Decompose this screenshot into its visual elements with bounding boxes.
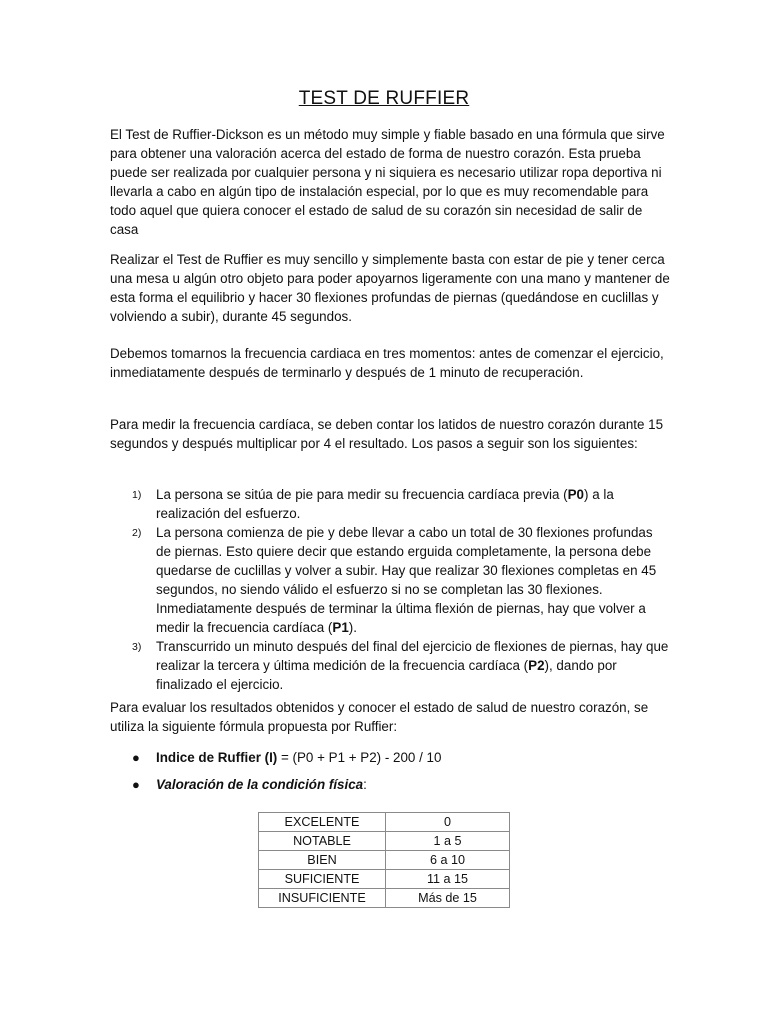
table-row <box>259 813 510 832</box>
evaluation-paragraph: Para evaluar los resultados obtenidos y conocer el estado de salud de nuestro corazón, se utiliza la siguiente fórmula propuesta por Ruffier: <box>110 700 649 734</box>
step-number: 1) <box>132 489 142 501</box>
step-text: ). <box>348 620 357 635</box>
step-item <box>110 637 670 694</box>
step-bold-value: P2 <box>528 658 545 673</box>
table-row <box>259 889 510 908</box>
step-item <box>110 485 670 523</box>
rating-value-cell: Más de 15 <box>386 889 510 908</box>
formula-expression: = (P0 + P1 + P2) - 200 / 10 <box>277 750 442 765</box>
table-row <box>259 870 510 889</box>
bullet-icon: ● <box>132 750 140 765</box>
measure-heart-rate-paragraph: Para medir la frecuencia cardíaca, se deben contar los latidos de nuestro corazón durante 15 segundos y después multiplicar por 4 el resultado. Los pasos a seguir son los siguientes: <box>110 417 664 451</box>
rating-label-cell: INSUFICIENTE <box>259 889 386 908</box>
bullet-icon: ● <box>132 777 140 792</box>
rating-value-cell: 1 a 5 <box>386 832 510 851</box>
step-number: 2) <box>132 527 142 539</box>
step-number: 3) <box>132 641 142 653</box>
valoracion-label: Valoración de la condición física <box>156 777 364 792</box>
heart-rate-moments-paragraph: Debemos tomarnos la frecuencia cardiaca en tres momentos: antes de comenzar el ejercicio, inmediatamente después de terminarlo y después de 1 minuto de recuperación. <box>110 346 664 380</box>
steps-list <box>110 485 670 694</box>
valoracion-colon: : <box>363 777 367 792</box>
rating-value-cell: 0 <box>386 813 510 832</box>
step-bold-value: P1 <box>332 620 349 635</box>
formula-label: Indice de Ruffier (I) <box>156 750 278 765</box>
rating-label-cell: NOTABLE <box>259 832 386 851</box>
fitness-rating-table <box>258 812 510 908</box>
procedure-paragraph: Realizar el Test de Ruffier es muy sencillo y simplemente basta con estar de pie y tener cerca una mesa u algún otro objeto para poder apoyarnos ligeramente con una mano y mantener de esta forma el equilibrio y hacer 30 flexiones profundas de piernas (quedándose en cuclillas y volviendo a subir), durante 45 segundos. <box>110 252 670 324</box>
rating-label-cell: EXCELENTE <box>259 813 386 832</box>
table-row <box>259 832 510 851</box>
valoracion-text <box>156 777 367 792</box>
step-text: ), dando por finalizado el ejercicio. <box>156 658 617 692</box>
rating-value-cell: 11 a 15 <box>386 870 510 889</box>
rating-label-cell: SUFICIENTE <box>259 870 386 889</box>
step-text: La persona comienza de pie y debe llevar a cabo un total de 30 flexiones profundas de piernas. Esto quiere decir que estando erguida completamente, la persona debe quedarse de cuclillas y volver a subir. Hay que realizar 30 flexiones completas en 45 segundos, no siendo válido el esfuerzo si no se completan las 30 flexiones. Inmediatamente después de terminar la última flexión de piernas, hay que volver a medir la frecuencia cardíaca ( <box>156 525 657 635</box>
rating-value-cell: 6 a 10 <box>386 851 510 870</box>
formula-text <box>156 750 441 765</box>
step-item <box>110 523 670 637</box>
step-text: La persona se sitúa de pie para medir su frecuencia cardíaca previa ( <box>156 487 568 502</box>
rating-label-cell: BIEN <box>259 851 386 870</box>
intro-paragraph: El Test de Ruffier-Dickson es un método muy simple y fiable basado en una fórmula que sirve para obtener una valoración acerca del estado de forma de nuestro corazón. Esta prueba puede ser realizada por cualquier persona y ni siquiera es necesario utilizar ropa deportiva ni llevarla a cabo en algún tipo de instalación especial, por lo que es muy recomendable para todo aquel que quiera conocer el estado de salud de su corazón sin necesidad de salir de casa <box>110 127 665 237</box>
step-bold-value: P0 <box>567 487 585 502</box>
step-text: Transcurrido un minuto después del final del ejercicio de flexiones de piernas, hay que realizar la tercera y última medición de la frecuencia cardíaca ( <box>156 639 669 673</box>
page-title: TEST DE RUFFIER <box>298 88 470 109</box>
step-text: ) a la realización del esfuerzo. <box>156 487 614 521</box>
table-row <box>259 851 510 870</box>
